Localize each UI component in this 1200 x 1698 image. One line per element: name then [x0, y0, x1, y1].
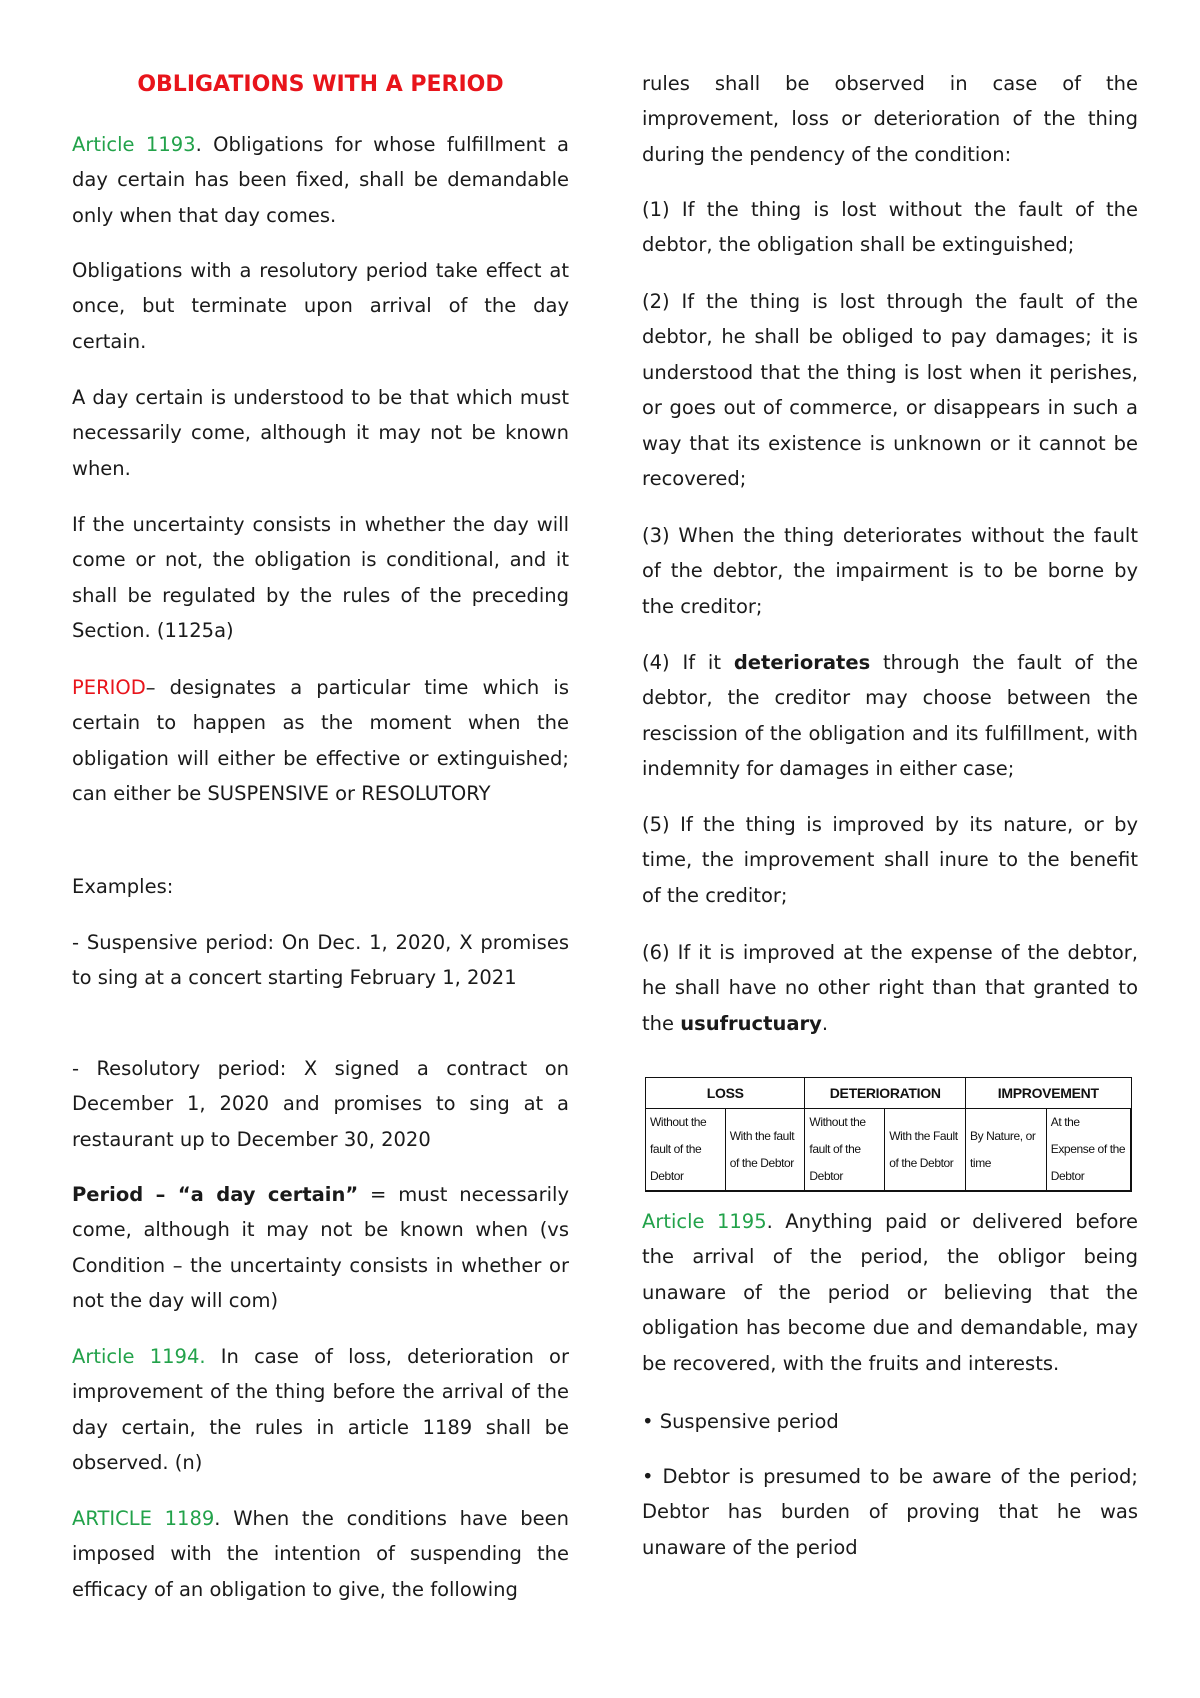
table-cell: With the fault of the Debtor	[725, 1109, 805, 1192]
article-1195-label: Article 1195	[642, 1210, 767, 1233]
table-cell: By Nature, or time	[966, 1109, 1047, 1192]
rule-item-4	[642, 645, 1138, 787]
table-cell: With the Fault of the Debtor	[885, 1109, 966, 1192]
example-suspensive: - Suspensive period: On Dec. 1, 2020, X promises to sing at a concert starting February 1, 2021	[72, 931, 569, 990]
table-cell: Without the fault of the Debtor	[805, 1109, 885, 1192]
article-1189-paragraph	[72, 1501, 569, 1607]
article-1189-continuation: rules shall be observed in case of the improvement, loss or deterioration of the thing during the pendency of the condition:	[642, 72, 1138, 166]
period-label: PERIOD	[72, 676, 146, 699]
article-1194-paragraph	[72, 1339, 569, 1481]
rule-item-5: (5) If the thing is improved by its nature, or by time, the improvement shall inure to the benefit of the creditor;	[642, 813, 1138, 907]
period-definition-text: – designates a particular time which is certain to happen as the moment when the obligation will either be effective or extinguished; can either be SUSPENSIVE or RESOLUTORY	[72, 676, 569, 806]
bullet-suspensive-period: • Suspensive period	[642, 1410, 839, 1433]
resolutory-period-paragraph: Obligations with a resolutory period take effect at once, but terminate upon arrival of the day certain.	[72, 259, 569, 353]
table-header-row	[646, 1078, 1132, 1109]
period-day-certain-paragraph	[72, 1177, 569, 1319]
rule-item-6-bold: usufructuary	[680, 1011, 822, 1035]
example-resolutory: - Resolutory period: X signed a contract on December 1, 2020 and promises to sing at a restaurant up to December 30, 2020	[72, 1057, 569, 1151]
rule-item-1: (1) If the thing is lost without the fault of the debtor, the obligation shall be extinguished;	[642, 198, 1138, 257]
rule-item-3: (3) When the thing deteriorates without the fault of the debtor, the impairment is to be borne by the creditor;	[642, 524, 1138, 618]
article-1195-text: . Anything paid or delivered before the arrival of the period, the obligor being unaware of the period or believing that the obligation has become due and demandable, may be recovered, with the fruits and interests.	[642, 1210, 1138, 1375]
article-1194-text: In case of loss, deterioration or improvement of the thing before the arrival of the day certain, the rules in article 1189 shall be observed. (n)	[72, 1345, 569, 1475]
period-day-certain-text: = must necessarily come, although it may not be known when (vs Condition – the uncertainty consists in whether or not the day will com)	[72, 1183, 569, 1313]
rule-item-4-suffix: through the fault of the debtor, the creditor may choose between the rescission of the obligation and its fulfillment, with indemnity for damages in either case;	[642, 651, 1138, 781]
page-title: OBLIGATIONS WITH A PERIOD	[137, 72, 504, 97]
period-day-certain-bold: Period – “a day certain”	[72, 1183, 359, 1206]
uncertainty-paragraph: If the uncertainty consists in whether the day will come or not, the obligation is conditional, and it shall be regulated by the rules of the preceding Section. (1125a)	[72, 513, 569, 643]
article-1193-label: Article 1193	[72, 133, 196, 156]
table-header-improvement: IMPROVEMENT	[966, 1078, 1132, 1109]
article-1189-label: ARTICLE 1189	[72, 1507, 215, 1530]
rule-item-6	[642, 935, 1138, 1041]
table-header-deterioration: DETERIORATION	[805, 1078, 966, 1109]
article-1193-text: . Obligations for whose fulfillment a day certain has been fixed, shall be demandable only when that day comes.	[72, 133, 569, 227]
table-cell: At the Expense of the Debtor	[1046, 1109, 1131, 1192]
loss-deterioration-improvement-table	[645, 1077, 1132, 1192]
article-1193-paragraph	[72, 127, 569, 233]
table-header-loss: LOSS	[646, 1078, 805, 1109]
article-1194-label: Article 1194.	[72, 1345, 206, 1368]
period-definition-paragraph	[72, 670, 569, 812]
rule-item-4-prefix: (4) If it	[642, 651, 734, 674]
rule-item-6-prefix: (6) If it is improved at the expense of the debtor, he shall have no other right than that granted to the	[642, 941, 1138, 1035]
rule-item-2: (2) If the thing is lost through the fault of the debtor, he shall be obliged to pay damages; it is understood that the thing is lost when it perishes, or goes out of commerce, or disappears in such a way that its existence is unknown or it cannot be recovered;	[642, 290, 1138, 491]
rule-item-4-bold: deteriorates	[733, 651, 871, 674]
article-1189-text: . When the conditions have been imposed with the intention of suspending the efficacy of an obligation to give, the following	[72, 1507, 569, 1601]
bullet-debtor-presumed: • Debtor is presumed to be aware of the period; Debtor has burden of proving that he was unaware of the period	[642, 1465, 1138, 1559]
rule-item-6-suffix: .	[821, 1011, 829, 1035]
day-certain-paragraph: A day certain is understood to be that which must necessarily come, although it may not be known when.	[72, 386, 569, 480]
article-1195-paragraph	[642, 1204, 1138, 1381]
table-cell: Without the fault of the Debtor	[646, 1109, 726, 1192]
table-row	[646, 1109, 1132, 1192]
examples-label: Examples:	[72, 875, 174, 898]
